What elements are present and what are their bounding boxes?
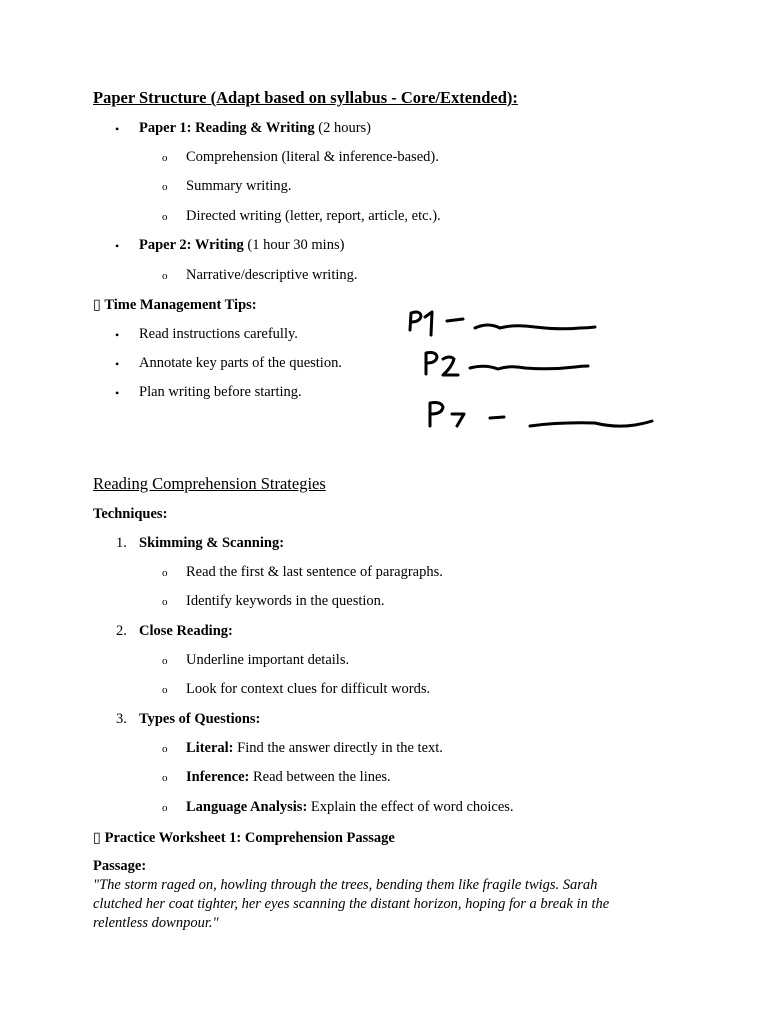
sub-marker: o (162, 211, 168, 223)
tip-item: Read instructions carefully. (139, 326, 298, 342)
sub-marker: o (162, 655, 168, 667)
reading-strategies-heading: Reading Comprehension Strategies (93, 474, 326, 493)
handwritten-annotation (400, 300, 660, 440)
paper1-item (139, 120, 371, 137)
time-management-title: Time Management Tips: (104, 297, 257, 313)
worksheet-title: Practice Worksheet 1: Comprehension Passage (104, 830, 395, 846)
missing-glyph-icon: ▯ (93, 830, 101, 846)
paper1-duration: (2 hours) (314, 120, 372, 136)
question-type-lead: Literal: (186, 740, 234, 756)
technique-title: Close Reading: (139, 623, 233, 639)
question-type-lead: Language Analysis: (186, 799, 308, 815)
techniques-label: Techniques: (93, 506, 168, 522)
missing-glyph-icon: ▯ (93, 297, 101, 313)
bullet-marker: • (115, 239, 120, 253)
passage-line: relentless downpour." (93, 915, 219, 931)
passage-label: Passage: (93, 858, 147, 874)
paper1-subitem: Directed writing (letter, report, article, etc.). (186, 208, 441, 224)
bullet-marker: • (115, 328, 120, 342)
paper1-title: Paper 1: Reading & Writing (139, 120, 315, 136)
sub-marker: o (162, 596, 168, 608)
question-type-item (186, 769, 391, 786)
sub-marker: o (162, 684, 168, 696)
sub-marker: o (162, 152, 168, 164)
bullet-marker: • (115, 357, 120, 371)
technique-subitem: Read the first & last sentence of paragraphs. (186, 564, 443, 580)
question-type-text: Explain the effect of word choices. (307, 799, 514, 815)
bullet-marker: • (115, 386, 120, 400)
paper1-subitem: Summary writing. (186, 178, 292, 194)
sub-marker: o (162, 181, 168, 193)
question-type-text: Read between the lines. (249, 769, 391, 785)
time-management-heading (93, 296, 257, 314)
list-number: 2. (116, 623, 127, 639)
question-type-lead: Inference: (186, 769, 250, 785)
technique-title: Types of Questions: (139, 711, 261, 727)
bullet-marker: • (115, 122, 120, 136)
paper2-duration: (1 hour 30 mins) (243, 237, 345, 253)
sub-marker: o (162, 743, 168, 755)
question-type-text: Find the answer directly in the text. (233, 740, 443, 756)
tip-item: Plan writing before starting. (139, 384, 302, 400)
list-number: 3. (116, 711, 127, 727)
tip-item: Annotate key parts of the question. (139, 355, 342, 371)
paper2-subitem: Narrative/descriptive writing. (186, 267, 358, 283)
sub-marker: o (162, 772, 168, 784)
passage-line: clutched her coat tighter, her eyes scanning the distant horizon, hoping for a break in the (93, 896, 610, 912)
paper-structure-heading: Paper Structure (Adapt based on syllabus - Core/Extended): (93, 88, 518, 107)
sub-marker: o (162, 567, 168, 579)
paper1-subitem: Comprehension (literal & inference-based). (186, 149, 439, 165)
passage-line: "The storm raged on, howling through the trees, bending them like fragile twigs. Sarah (93, 877, 598, 893)
technique-subitem: Underline important details. (186, 652, 350, 668)
question-type-item (186, 799, 514, 816)
paper2-title: Paper 2: Writing (139, 237, 244, 253)
technique-subitem: Look for context clues for difficult words. (186, 681, 431, 697)
worksheet-heading (93, 829, 395, 847)
paper2-item (139, 237, 344, 254)
question-type-item (186, 740, 443, 757)
list-number: 1. (116, 535, 127, 551)
technique-title: Skimming & Scanning: (139, 535, 285, 551)
sub-marker: o (162, 802, 168, 814)
sub-marker: o (162, 270, 168, 282)
technique-subitem: Identify keywords in the question. (186, 593, 385, 609)
